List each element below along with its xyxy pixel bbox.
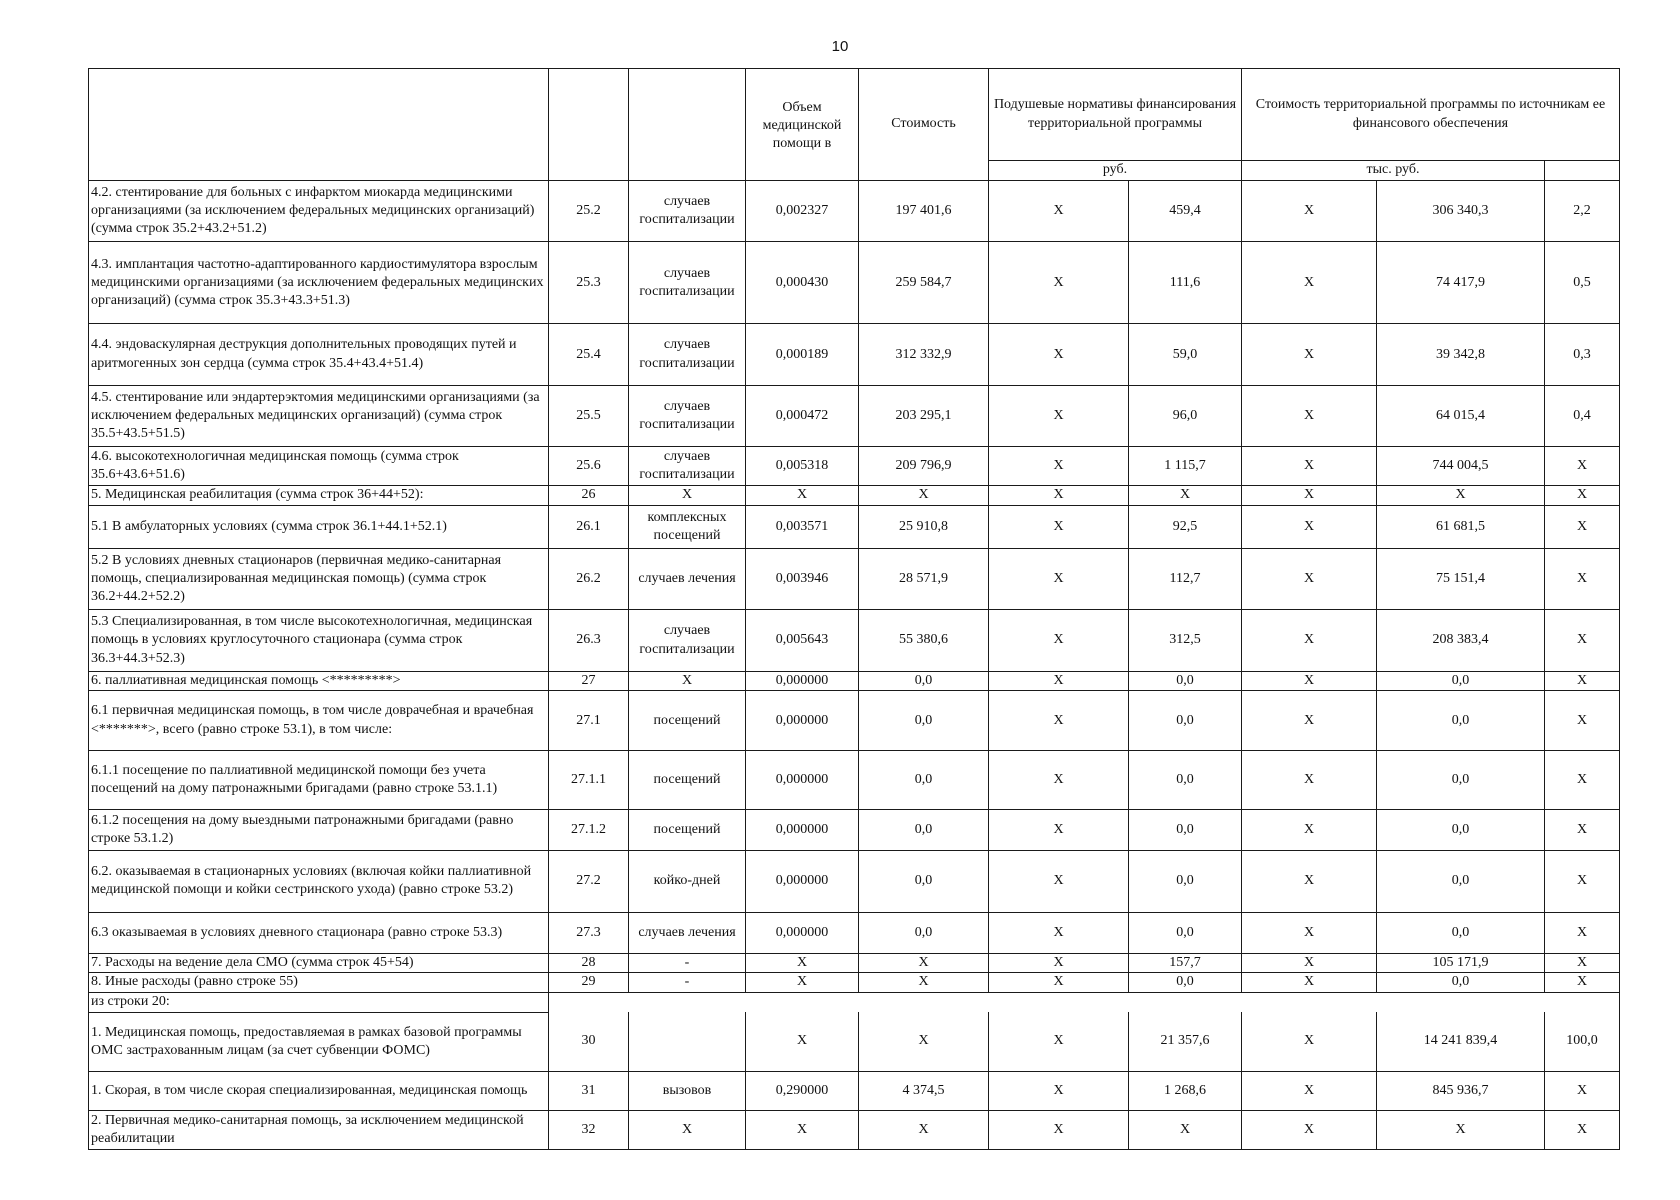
row-unit: X [629,486,746,506]
row-volume: 0,003571 [746,505,859,548]
row-cost: 0,0 [859,851,989,912]
row-per-capita-oms: 112,7 [1129,548,1242,609]
row-cost-percent: 0,5 [1545,242,1620,324]
table-row [89,242,1620,324]
row-name: 4.4. эндоваскулярная деструкция дополнительных проводящих путей и аритмогенных зон сердца (сумма строк 35.4+43.4+51.4) [89,324,549,385]
row-cost-other: X [1242,953,1377,973]
row-cost: 55 380,6 [859,610,989,671]
row-volume: X [746,1012,859,1071]
row-name: из строки 20: [89,992,549,1012]
row-cost-percent: X [1545,750,1620,809]
row-volume: 0,000189 [746,324,859,385]
row-name: 4.6. высокотехнологичная медицинская помощь (сумма строк 35.6+43.6+51.6) [89,447,549,486]
row-name: 6.1 первичная медицинская помощь, в том числе доврачебная и врачебная <*******>, всего (равно строке 53.1), в том числе: [89,691,549,750]
row-cost-percent: X [1545,851,1620,912]
row-cost-other: X [1242,385,1377,446]
table-row [89,750,1620,809]
table-row [89,691,1620,750]
row-cost-percent: X [1545,548,1620,609]
row-cost-percent: X [1545,973,1620,993]
row-cost-percent: X [1545,912,1620,953]
row-number: 28 [549,953,629,973]
row-number: 27 [549,671,629,691]
row-number: 27.1.2 [549,810,629,851]
row-volume: 0,290000 [746,1071,859,1110]
header-per-capita: Подушевые нормативы финансирования территориальной программы [989,69,1242,161]
row-cost-oms: 0,0 [1377,750,1545,809]
row-unit: комплексных посещений [629,505,746,548]
row-cost-other: X [1242,1012,1377,1071]
table-row [89,1110,1620,1149]
row-number: 26 [549,486,629,506]
row-per-capita-oms: 0,0 [1129,973,1242,993]
row-number: 25.2 [549,181,629,242]
row-name: 5.2 В условиях дневных стационаров (первичная медико-санитарная помощь, специализированная медицинская помощь) (сумма строк 36.2+44.2+52.2) [89,548,549,609]
header-volume: Объем медицинской помощи в [746,69,859,181]
row-per-capita-oms: X [1129,486,1242,506]
row-name: 1. Медицинская помощь, предоставляемая в рамках базовой программы ОМС застрахованным лицам (за счет субвенции ФОМС) [89,1012,549,1071]
row-number: 27.2 [549,851,629,912]
row-unit: X [629,1110,746,1149]
row-number: 31 [549,1071,629,1110]
row-cost-other: X [1242,242,1377,324]
row-cost-other: X [1242,973,1377,993]
row-cost-other: X [1242,750,1377,809]
row-cost-percent: 2,2 [1545,181,1620,242]
row-per-capita-other: X [989,385,1129,446]
row-per-capita-oms: X [1129,1110,1242,1149]
row-number: 25.6 [549,447,629,486]
row-cost: 259 584,7 [859,242,989,324]
row-cost-oms: 744 004,5 [1377,447,1545,486]
row-cost-other: X [1242,671,1377,691]
row-per-capita-other: X [989,953,1129,973]
row-unit [629,1012,746,1071]
row-unit: случаев госпитализации [629,447,746,486]
header-unit-column [629,69,746,181]
row-cost-other: X [1242,324,1377,385]
row-unit: случаев госпитализации [629,610,746,671]
table-row [89,548,1620,609]
row-cost-percent: X [1545,691,1620,750]
row-cost-oms: 0,0 [1377,691,1545,750]
row-unit: случаев госпитализации [629,242,746,324]
row-cost-percent: X [1545,953,1620,973]
row-volume: 0,000000 [746,810,859,851]
table-row [89,385,1620,446]
row-cost-oms: 208 383,4 [1377,610,1545,671]
row-cost-oms: 306 340,3 [1377,181,1545,242]
row-cost-oms: 75 151,4 [1377,548,1545,609]
row-cost: 203 295,1 [859,385,989,446]
row-number: 26.2 [549,548,629,609]
table-row [89,181,1620,242]
row-cost-percent: 0,4 [1545,385,1620,446]
row-volume: 0,005643 [746,610,859,671]
table-body [89,181,1620,1150]
row-name: 5.3 Специализированная, в том числе высокотехнологичная, медицинская помощь в условиях круглосуточного стационара (сумма строк 36.3+44.3+52.3) [89,610,549,671]
row-cost-other: X [1242,447,1377,486]
row-volume: 0,000000 [746,691,859,750]
table-row [89,505,1620,548]
row-number: 26.3 [549,610,629,671]
row-cost-oms: 845 936,7 [1377,1071,1545,1110]
table-row [89,973,1620,993]
row-cost-other: X [1242,181,1377,242]
row-number: 27.3 [549,912,629,953]
table-row [89,486,1620,506]
row-cost-oms: 0,0 [1377,973,1545,993]
row-cost-oms: X [1377,486,1545,506]
row-cost: 28 571,9 [859,548,989,609]
row-cost-percent: X [1545,671,1620,691]
row-volume: 0,000000 [746,851,859,912]
row-per-capita-oms: 0,0 [1129,750,1242,809]
row-volume: 0,000000 [746,750,859,809]
table-row [89,671,1620,691]
row-per-capita-other: X [989,548,1129,609]
row-per-capita-oms: 0,0 [1129,912,1242,953]
row-name: 7. Расходы на ведение дела СМО (сумма строк 45+54) [89,953,549,973]
row-cost-other: X [1242,912,1377,953]
row-number: 29 [549,973,629,993]
row-cost-oms: 39 342,8 [1377,324,1545,385]
row-cost-percent: X [1545,1110,1620,1149]
row-cost-percent: X [1545,1071,1620,1110]
row-cost-percent: 100,0 [1545,1012,1620,1071]
row-volume: 0,000430 [746,242,859,324]
row-cost-other: X [1242,810,1377,851]
row-per-capita-other: X [989,324,1129,385]
row-volume: 0,000472 [746,385,859,446]
header-unit-thousand-rub: тыс. руб. [1242,161,1545,181]
row-cost-other: X [1242,486,1377,506]
header-name-column [89,69,549,181]
row-per-capita-other: X [989,810,1129,851]
row-cost: X [859,953,989,973]
row-unit: случаев госпитализации [629,181,746,242]
row-cost-other: X [1242,1110,1377,1149]
row-unit: случаев лечения [629,548,746,609]
row-per-capita-other: X [989,242,1129,324]
row-unit: X [629,671,746,691]
row-cost-percent: X [1545,505,1620,548]
row-cost-percent: X [1545,486,1620,506]
table-row [89,953,1620,973]
row-unit: койко-дней [629,851,746,912]
row-per-capita-other: X [989,1110,1129,1149]
row-unit: случаев лечения [629,912,746,953]
row-per-capita-oms: 21 357,6 [1129,1012,1242,1071]
row-name: 4.3. имплантация частотно-адаптированного кардиостимулятора взрослым медицинскими организациями (за исключением федеральных медицинских организаций) (сумма строк 35.3+43.3+51.3) [89,242,549,324]
row-per-capita-oms: 0,0 [1129,810,1242,851]
row-cost: 0,0 [859,750,989,809]
row-volume: 0,003946 [746,548,859,609]
row-per-capita-other: X [989,973,1129,993]
row-name: 6. паллиативная медицинская помощь <*********> [89,671,549,691]
row-volume: X [746,1110,859,1149]
row-per-capita-other: X [989,486,1129,506]
row-number: 27.1 [549,691,629,750]
header-cost: Стоимость [859,69,989,181]
row-number: 30 [549,1012,629,1071]
row-cost: 312 332,9 [859,324,989,385]
row-cost: 0,0 [859,810,989,851]
row-name: 4.2. стентирование для больных с инфарктом миокарда медицинскими организациями (за исключением федеральных медицинских организаций) (сумма строк 35.2+43.2+51.2) [89,181,549,242]
row-cost-other: X [1242,1071,1377,1110]
row-unit: посещений [629,691,746,750]
row-cost: 209 796,9 [859,447,989,486]
page-number: 10 [831,38,849,55]
row-per-capita-oms: 111,6 [1129,242,1242,324]
row-per-capita-other: X [989,610,1129,671]
row-per-capita-other: X [989,671,1129,691]
row-name: 5. Медицинская реабилитация (сумма строк 36+44+52): [89,486,549,506]
row-name: 4.5. стентирование или эндартерэктомия медицинскими организациями (за исключением федеральных медицинских организаций) (сумма строк 35.5+43.5+51.5) [89,385,549,446]
row-cost-oms: 64 015,4 [1377,385,1545,446]
row-number: 25.3 [549,242,629,324]
table-row [89,447,1620,486]
row-cost-other: X [1242,691,1377,750]
row-cost: 0,0 [859,671,989,691]
row-cost-percent: X [1545,810,1620,851]
row-cost-other: X [1242,505,1377,548]
row-per-capita-other: X [989,912,1129,953]
row-cost-oms: X [1377,1110,1545,1149]
row-per-capita-oms: 92,5 [1129,505,1242,548]
row-number: 27.1.1 [549,750,629,809]
row-per-capita-oms: 59,0 [1129,324,1242,385]
row-volume: X [746,486,859,506]
row-unit: - [629,973,746,993]
row-number: 25.4 [549,324,629,385]
row-volume: 0,002327 [746,181,859,242]
row-unit: посещений [629,750,746,809]
row-volume: 0,005318 [746,447,859,486]
row-per-capita-oms: 1 115,7 [1129,447,1242,486]
row-per-capita-oms: 1 268,6 [1129,1071,1242,1110]
row-per-capita-oms: 157,7 [1129,953,1242,973]
row-per-capita-other: X [989,1071,1129,1110]
row-spacer [549,992,1620,1012]
row-name: 8. Иные расходы (равно строке 55) [89,973,549,993]
row-volume: X [746,973,859,993]
header-row-number-column [549,69,629,181]
row-unit: случаев госпитализации [629,324,746,385]
financing-table [88,68,1620,1150]
row-unit: посещений [629,810,746,851]
row-name: 6.2. оказываемая в стационарных условиях (включая койки паллиативной медицинской помощи и койки сестринского ухода) (равно строке 53.2) [89,851,549,912]
table-row [89,610,1620,671]
row-cost: 4 374,5 [859,1071,989,1110]
row-per-capita-other: X [989,691,1129,750]
row-per-capita-oms: 0,0 [1129,851,1242,912]
row-unit: вызовов [629,1071,746,1110]
header-unit-rub: руб. [989,161,1242,181]
row-unit: случаев госпитализации [629,385,746,446]
row-volume: X [746,953,859,973]
row-cost-oms: 0,0 [1377,912,1545,953]
row-cost: 0,0 [859,912,989,953]
row-per-capita-oms: 0,0 [1129,691,1242,750]
header-program-cost: Стоимость территориальной программы по источникам ее финансового обеспечения [1242,69,1620,161]
header-unit-percent [1545,161,1620,181]
row-cost-oms: 14 241 839,4 [1377,1012,1545,1071]
row-per-capita-other: X [989,851,1129,912]
row-name: 6.1.2 посещения на дому выездными патронажными бригадами (равно строке 53.1.2) [89,810,549,851]
row-cost-oms: 0,0 [1377,810,1545,851]
row-number: 26.1 [549,505,629,548]
row-name: 6.1.1 посещение по паллиативной медицинской помощи без учета посещений на дому патронажными бригадами (равно строке 53.1.1) [89,750,549,809]
table-row [89,992,1620,1012]
row-cost-oms: 61 681,5 [1377,505,1545,548]
row-unit: - [629,953,746,973]
row-cost-oms: 74 417,9 [1377,242,1545,324]
table-row [89,1071,1620,1110]
row-per-capita-other: X [989,447,1129,486]
row-per-capita-oms: 312,5 [1129,610,1242,671]
row-cost-other: X [1242,548,1377,609]
row-cost: X [859,486,989,506]
table-row [89,324,1620,385]
table-row [89,912,1620,953]
row-per-capita-other: X [989,750,1129,809]
row-cost-oms: 105 171,9 [1377,953,1545,973]
table-row [89,810,1620,851]
row-cost-oms: 0,0 [1377,851,1545,912]
row-number: 25.5 [549,385,629,446]
row-cost: X [859,973,989,993]
row-volume: 0,000000 [746,671,859,691]
row-cost-percent: X [1545,610,1620,671]
row-name: 5.1 В амбулаторных условиях (сумма строк 36.1+44.1+52.1) [89,505,549,548]
row-cost: 25 910,8 [859,505,989,548]
row-per-capita-oms: 96,0 [1129,385,1242,446]
row-cost-percent: X [1545,447,1620,486]
row-cost-oms: 0,0 [1377,671,1545,691]
row-cost-percent: 0,3 [1545,324,1620,385]
row-per-capita-oms: 0,0 [1129,671,1242,691]
row-cost: X [859,1110,989,1149]
row-per-capita-other: X [989,1012,1129,1071]
row-number: 32 [549,1110,629,1149]
row-cost: X [859,1012,989,1071]
row-cost: 0,0 [859,691,989,750]
row-name: 2. Первичная медико-санитарная помощь, за исключением медицинской реабилитации [89,1110,549,1149]
row-cost-other: X [1242,851,1377,912]
table-row [89,851,1620,912]
row-per-capita-oms: 459,4 [1129,181,1242,242]
row-per-capita-other: X [989,181,1129,242]
row-volume: 0,000000 [746,912,859,953]
row-cost-other: X [1242,610,1377,671]
row-per-capita-other: X [989,505,1129,548]
row-name: 1. Скорая, в том числе скорая специализированная, медицинская помощь [89,1071,549,1110]
row-cost: 197 401,6 [859,181,989,242]
table-row [89,1012,1620,1071]
row-name: 6.3 оказываемая в условиях дневного стационара (равно строке 53.3) [89,912,549,953]
